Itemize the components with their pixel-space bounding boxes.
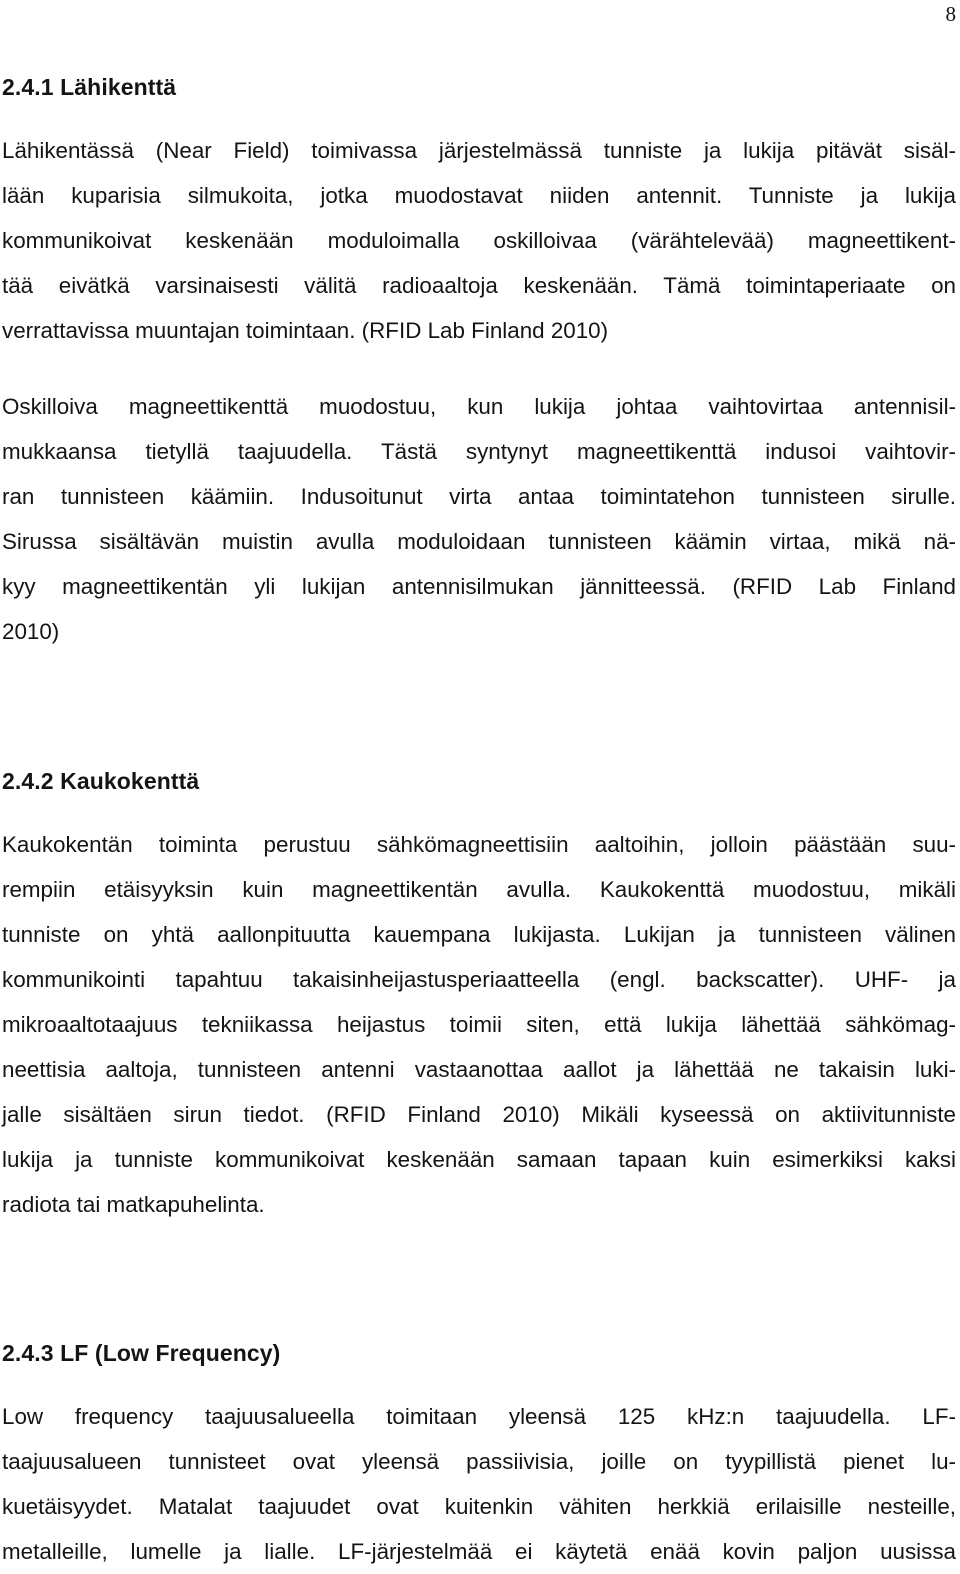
paragraph — [2, 822, 956, 1227]
section-heading-lahikentta: 2.4.1 Lähikenttä — [2, 74, 177, 100]
text-line: kommunikoivat keskenään moduloimalla oskilloivaa (värähtelevää) magneettikent- — [2, 228, 956, 253]
text-line: Sirussa sisältävän muistin avulla moduloidaan tunnisteen käämin virtaa, mikä nä- — [2, 529, 956, 554]
text-line: ran tunnisteen käämiin. Indusoitunut virta antaa toimintatehon tunnisteen sirulle. — [2, 484, 956, 509]
text-line: neettisia aaltoja, tunnisteen antenni vastaanottaa aallot ja lähettää ne takaisin luki- — [2, 1057, 956, 1082]
text-line: 2010) — [2, 619, 60, 644]
section-heading-lf: 2.4.3 LF (Low Frequency) — [2, 1340, 281, 1366]
paragraph — [2, 128, 956, 353]
text-line: metalleille, lumelle ja lialle. LF-järjestelmää ei käytetä enää kovin paljon uusissa — [2, 1539, 956, 1564]
paragraph — [2, 1394, 956, 1574]
text-line: mikroaaltotaajuus tekniikassa heijastus toimii siten, että lukija lähettää sähkömag- — [2, 1012, 956, 1037]
text-line: Oskilloiva magneettikenttä muodostuu, kun lukija johtaa vaihtovirtaa antennisil- — [2, 394, 956, 419]
page-number: 8 — [945, 2, 956, 26]
text-line: tunniste on yhtä aallonpituutta kauempana lukijasta. Lukijan ja tunnisteen välinen — [2, 922, 956, 947]
text-line: verrattavissa muuntajan toimintaan. (RFID Lab Finland 2010) — [2, 318, 609, 343]
paragraph — [2, 384, 956, 654]
section-heading-kaukokentta: 2.4.2 Kaukokenttä — [2, 768, 200, 794]
text-line: Low frequency taajuusalueella toimitaan yleensä 125 kHz:n taajuudella. LF- — [2, 1404, 956, 1429]
text-line: rempiin etäisyyksin kuin magneettikentän avulla. Kaukokenttä muodostuu, mikäli — [2, 877, 956, 902]
text-line: kommunikointi tapahtuu takaisinheijastusperiaatteella (engl. backscatter). UHF- ja — [2, 967, 956, 992]
text-line: lään kuparisia silmukoita, jotka muodostavat niiden antennit. Tunniste ja lukija — [2, 183, 956, 208]
text-line: jalle sisältäen sirun tiedot. (RFID Finland 2010) Mikäli kyseessä on aktiivitunniste — [2, 1102, 956, 1127]
text-line: radiota tai matkapuhelinta. — [2, 1192, 265, 1217]
text-line: tää eivätkä varsinaisesti välitä radioaaltoja keskenään. Tämä toimintaperiaate on — [2, 273, 956, 298]
text-line: taajuusalueen tunnisteet ovat yleensä passiivisia, joille on tyypillistä pienet lu- — [2, 1449, 956, 1474]
text-line: kuetäisyydet. Matalat taajuudet ovat kuitenkin vähiten herkkiä erilaisille nesteille, — [2, 1494, 956, 1519]
text-line: lukija ja tunniste kommunikoivat keskenään samaan tapaan kuin esimerkiksi kaksi — [2, 1147, 956, 1172]
text-line: Kaukokentän toiminta perustuu sähkömagneettisiin aaltoihin, jolloin päästään suu- — [2, 832, 956, 857]
text-line: Lähikentässä (Near Field) toimivassa järjestelmässä tunniste ja lukija pitävät sisäl- — [2, 138, 956, 163]
text-line: mukkaansa tietyllä taajuudella. Tästä syntynyt magneettikenttä indusoi vaihtovir- — [2, 439, 956, 464]
text-line: kyy magneettikentän yli lukijan antennisilmukan jännitteessä. (RFID Lab Finland — [2, 574, 956, 599]
